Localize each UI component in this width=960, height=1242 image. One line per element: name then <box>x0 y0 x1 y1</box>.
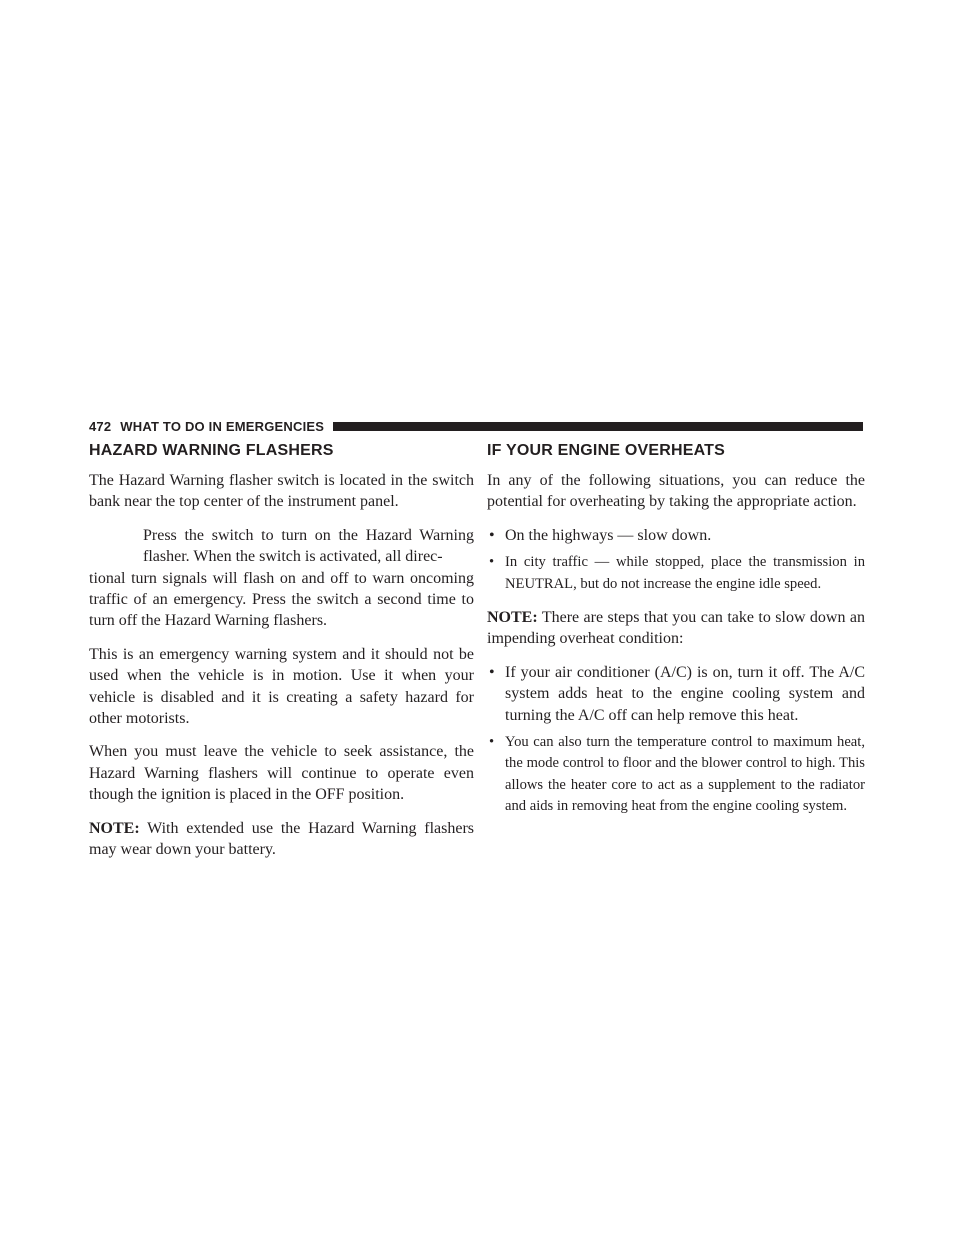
list-item: • If your air conditioner (A/C) is on, turn it off. The A/C system adds heat to the engine cooling system and turning the A/C off can help remove this heat. <box>489 663 865 724</box>
note-text: With extended use the Hazard Warning flashers may wear down your battery. <box>89 819 474 859</box>
hazard-paragraph-2 <box>89 525 474 632</box>
bullet-icon: • <box>489 554 495 571</box>
overheat-steps-list <box>487 662 865 818</box>
right-column <box>487 442 865 830</box>
hazard-note <box>89 818 474 861</box>
overheat-heading: IF YOUR ENGINE OVERHEATS <box>487 442 726 459</box>
bullet-icon: • <box>489 526 495 544</box>
hazard-paragraph-4: When you must leave the vehicle to seek assistance, the Hazard Warning flashers will continue to operate even though the ignition is placed in the OFF position. <box>89 743 474 804</box>
section-title: WHAT TO DO IN EMERGENCIES <box>120 418 325 434</box>
bullet-icon: • <box>489 663 495 681</box>
note-label: NOTE: <box>89 819 140 837</box>
overheat-note <box>487 607 865 650</box>
hazard-paragraph-3: This is an emergency warning system and it should not be used when the vehicle is in motion. Use it when your vehicle is disabled and it is creating a safety hazard for other motorists. <box>89 645 474 728</box>
bullet-icon: • <box>489 734 495 751</box>
list-item: • On the highways — slow down. <box>487 525 865 546</box>
page-number: 472 <box>89 418 112 434</box>
overheat-actions-list <box>487 525 865 595</box>
list-item: • You can also turn the temperature control to maximum heat, the mode control to floor and the blower control to high. This allows the heater core to act as a supplement to the radiator and aids in removing heat from the engine cooling system. <box>489 734 865 815</box>
note-text: There are steps that you can take to slow down an impending overheat condition: <box>487 609 865 648</box>
left-column <box>89 442 474 873</box>
header-rule <box>333 422 863 431</box>
hazard-paragraph-2-rest: tional turn signals will flash on and off to warn oncoming traffic of an emergency. Press the switch a second time to turn off the Hazard Warning flashers. <box>89 569 474 630</box>
page-header <box>89 416 863 436</box>
hazard-paragraph-1: The Hazard Warning flasher switch is located in the switch bank near the top center of the instrument panel. <box>89 472 474 511</box>
note-label: NOTE: <box>487 609 538 627</box>
overheat-intro: In any of the following situations, you can reduce the potential for overheating by taking the appropriate action. <box>487 472 865 511</box>
list-item: • In city traffic — while stopped, place the transmission in NEUTRAL, but do not increase the engine idle speed. <box>489 554 865 592</box>
hazard-paragraph-2-indented: Press the switch to turn on the Hazard Warning flasher. When the switch is activated, all direc- <box>143 526 474 566</box>
hazard-heading: HAZARD WARNING FLASHERS <box>89 442 334 459</box>
